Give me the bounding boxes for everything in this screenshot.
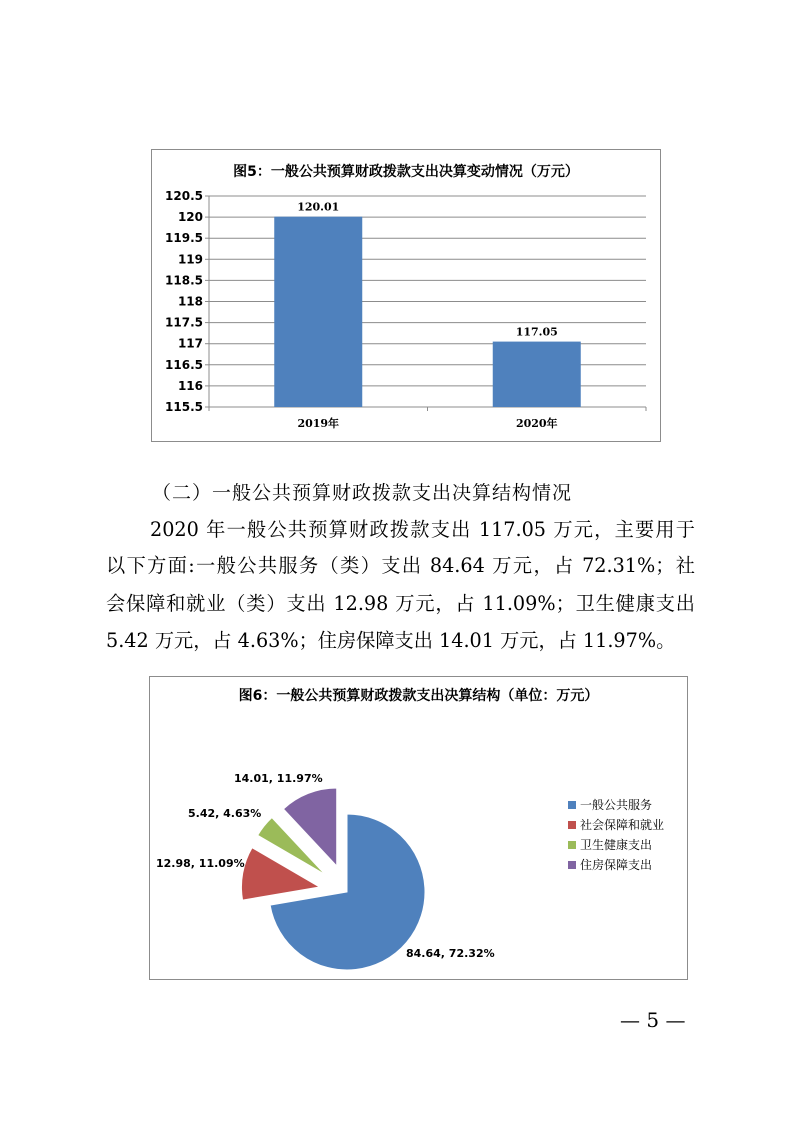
legend-label: 住房保障支出 [580, 858, 653, 872]
legend-swatch [568, 801, 576, 809]
y-tick-label: 118 [177, 294, 203, 309]
bar-chart-title: 图5：一般公共预算财政拨款支出决算变动情况（万元） [233, 164, 579, 180]
y-tick-label: 120 [177, 210, 203, 225]
legend-swatch [568, 861, 576, 869]
pie-chart-title: 图6：一般公共预算财政拨款支出决算结构（单位：万元） [238, 688, 599, 704]
bar-chart-plot [152, 150, 660, 441]
pie-data-label: 5.42, 4.63% [188, 807, 262, 820]
x-tick-label: 2019年 [297, 417, 340, 430]
body-line-3: 会保障和就业（类）支出 12.98 万元，占 11.09%；卫生健康支出 [106, 592, 695, 615]
y-tick-label: 120.5 [165, 189, 203, 203]
pie-chart [149, 676, 688, 980]
bar-chart [151, 149, 661, 442]
page-number: — 5 — [620, 1008, 686, 1032]
y-tick-label: 116.5 [165, 357, 203, 372]
legend-label: 一般公共服务 [580, 798, 653, 812]
x-tick-label: 2020年 [515, 417, 558, 430]
pie-data-label: 12.98, 11.09% [156, 857, 245, 870]
body-line-2: 以下方面:一般公共服务（类）支出 84.64 万元，占 72.31%；社 [106, 554, 695, 577]
y-tick-label: 117.5 [165, 315, 203, 330]
legend-swatch [568, 821, 576, 829]
body-line-4: 5.42 万元，占 4.63%；住房保障支出 14.01 万元，占 11.97%。 [106, 629, 676, 652]
body-line-1: 2020 年一般公共预算财政拨款支出 117.05 万元，主要用于 [150, 518, 695, 541]
y-tick-label: 116 [177, 378, 203, 393]
pie-data-label: 14.01, 11.97% [234, 772, 323, 785]
bar-value-label: 120.01 [297, 200, 340, 214]
legend-label: 卫生健康支出 [580, 838, 653, 852]
pie-data-label: 84.64, 72.32% [406, 947, 495, 960]
legend-swatch [568, 841, 576, 849]
bar-value-label: 117.05 [515, 325, 558, 339]
y-tick-label: 119.5 [165, 231, 203, 246]
legend-label: 社会保障和就业 [580, 818, 665, 832]
y-tick-label: 117 [177, 336, 203, 351]
section-heading: （二）一般公共预算财政拨款支出决算结构情况 [152, 482, 573, 504]
y-tick-label: 119 [177, 252, 203, 267]
bar [493, 342, 581, 407]
pie-slice [270, 814, 425, 970]
pie-chart-plot [150, 677, 687, 979]
bar [274, 217, 362, 407]
y-tick-label: 118.5 [165, 273, 203, 288]
y-tick-label: 115.5 [165, 400, 203, 414]
